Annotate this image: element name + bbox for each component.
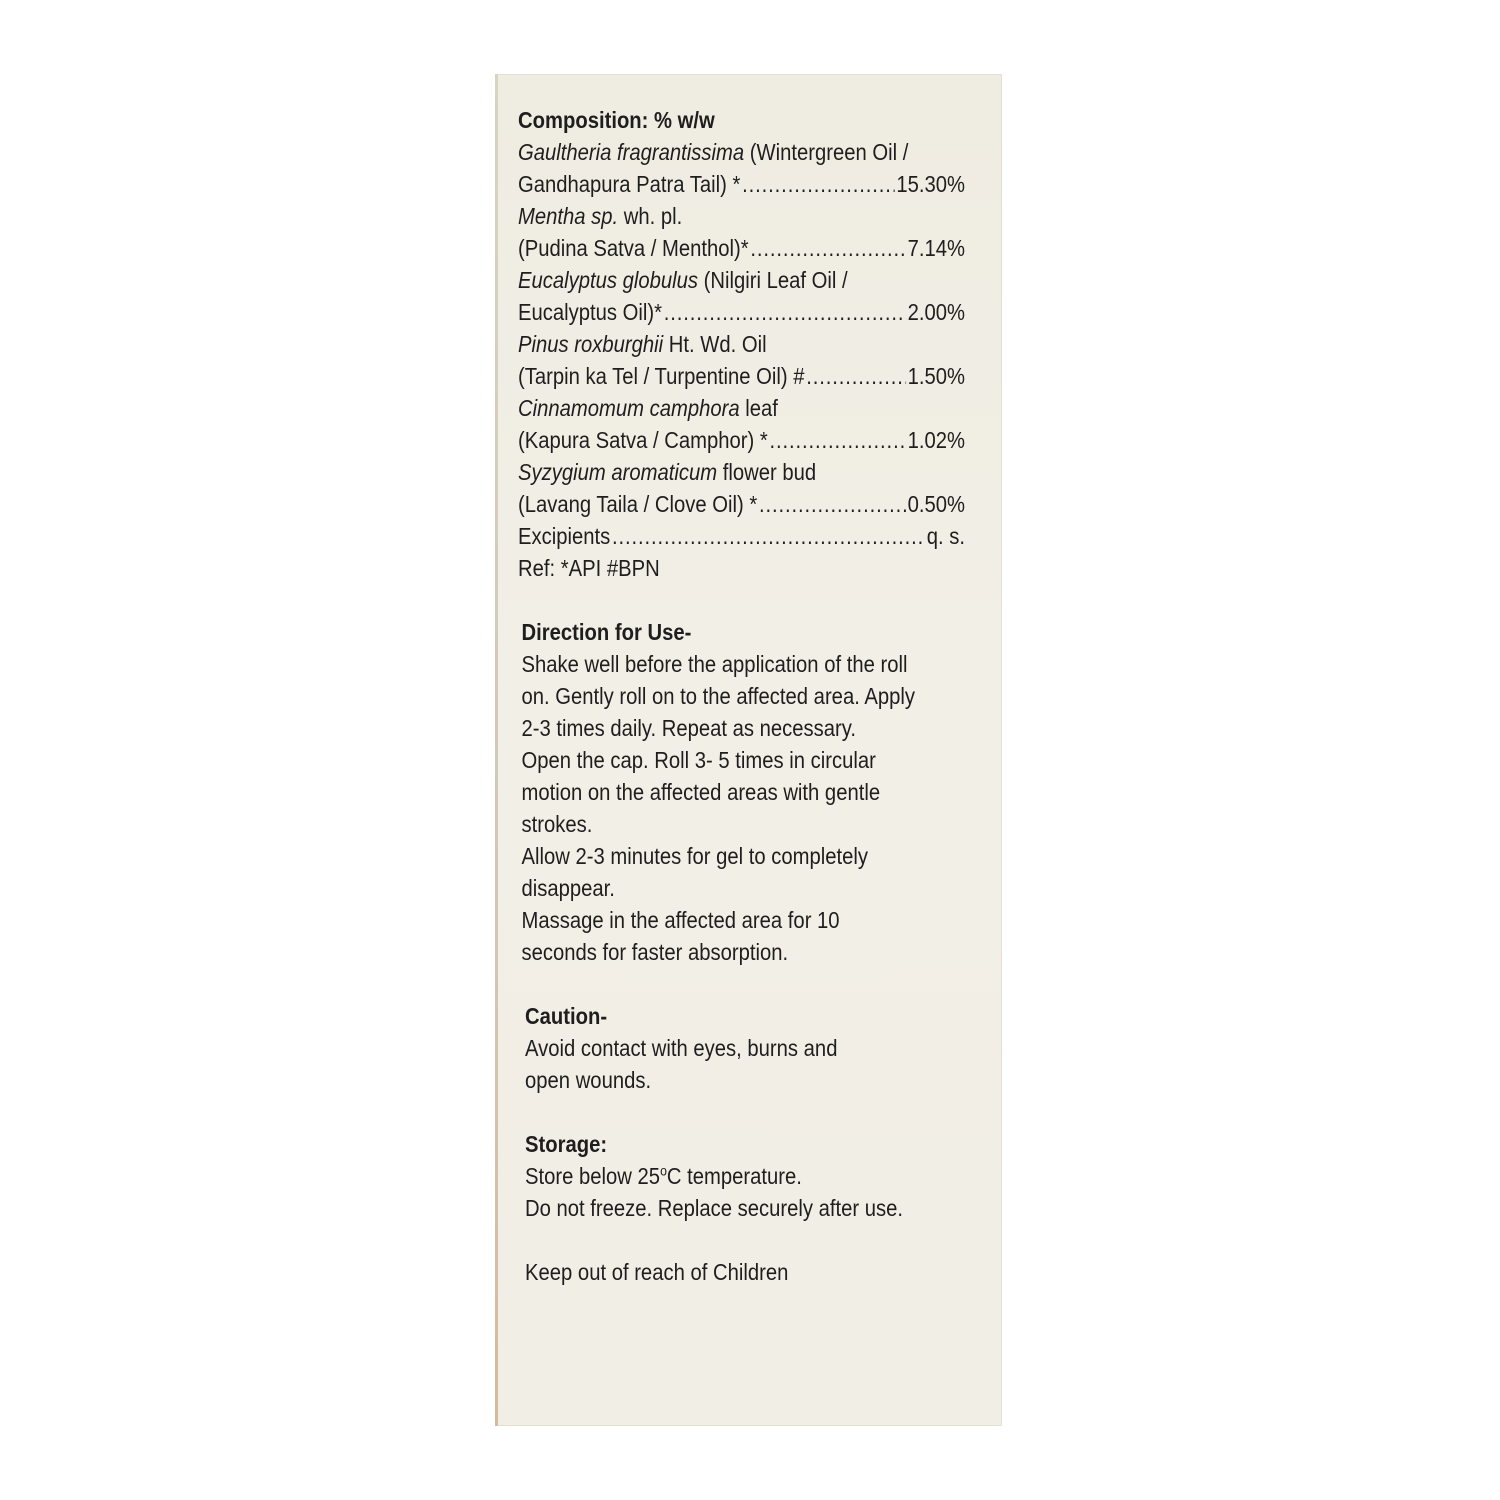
reference-note: Ref: *API #BPN — [518, 555, 660, 581]
composition-item — [518, 328, 966, 392]
dot-leader — [742, 168, 894, 200]
ingredient-botanical-name: Cinnamomum camphora — [518, 395, 740, 421]
composition-heading: Composition: % w/w — [518, 107, 715, 133]
directions-line: Massage in the affected area for 10 — [521, 907, 840, 933]
ingredient-percentage: 0.50% — [907, 491, 966, 517]
directions-line: disappear. — [521, 875, 615, 901]
storage-line-temperature: Store below 25$^o$C temperature. — [525, 1162, 802, 1189]
ingredient-botanical-name: Mentha sp. — [518, 203, 619, 229]
caution-heading: Caution- — [525, 1003, 608, 1029]
directions-line: Allow 2-3 minutes for gel to completely — [521, 843, 869, 869]
ingredient-percentage: 2.00% — [907, 299, 966, 325]
dot-leader — [759, 488, 906, 520]
caution-line: open wounds. — [525, 1067, 652, 1093]
excipients-value: q. s. — [926, 523, 966, 549]
directions-heading: Direction for Use- — [521, 619, 692, 645]
directions-line: Open the cap. Roll 3- 5 times in circular — [521, 747, 876, 773]
ingredient-botanical-name: Gaultheria fragrantissima — [518, 139, 745, 165]
directions-line: strokes. — [521, 811, 593, 837]
composition-item — [518, 392, 966, 456]
directions-line: on. Gently roll on to the affected area. Apply — [521, 683, 915, 709]
dot-leader — [770, 424, 906, 456]
storage-line-freeze: Do not freeze. Replace securely after use. — [525, 1195, 904, 1221]
composition-item — [518, 456, 966, 520]
ingredient-percentage: 1.50% — [907, 363, 966, 389]
excipients-label: Excipients — [518, 523, 611, 549]
composition-item — [518, 264, 966, 328]
ingredient-label: (Tarpin ka Tel / Turpentine Oil) # — [518, 363, 805, 389]
ingredient-common-name: (Wintergreen Oil / — [744, 139, 909, 165]
ingredient-botanical-name: Pinus roxburghii — [518, 331, 664, 357]
ingredient-percentage: 15.30% — [896, 171, 966, 197]
storage-heading: Storage: — [525, 1131, 608, 1157]
directions-line: 2-3 times daily. Repeat as necessary. — [521, 715, 857, 741]
ingredient-common-name: wh. pl. — [618, 203, 683, 229]
ingredient-percentage: 7.14% — [907, 235, 966, 261]
ingredient-label: (Pudina Satva / Menthol)* — [518, 235, 749, 261]
dot-leader — [664, 296, 906, 328]
storage-section — [525, 1128, 923, 1224]
directions-section — [522, 616, 923, 968]
ingredient-common-name: flower bud — [717, 459, 817, 485]
ingredient-percentage: 1.02% — [907, 427, 966, 453]
directions-line: Shake well before the application of the roll — [521, 651, 908, 677]
dot-leader — [612, 520, 925, 552]
dot-leader — [750, 232, 905, 264]
ingredient-botanical-name: Syzygium aromaticum — [518, 459, 718, 485]
ingredient-botanical-name: Eucalyptus globulus — [518, 267, 699, 293]
ingredient-label: Eucalyptus Oil)* — [518, 299, 662, 325]
composition-item — [518, 136, 966, 200]
directions-line: motion on the affected areas with gentle — [521, 779, 881, 805]
caution-line: Avoid contact with eyes, burns and — [525, 1035, 838, 1061]
caution-section — [525, 1000, 923, 1096]
ingredient-common-name: Ht. Wd. Oil — [663, 331, 767, 357]
composition-item — [518, 200, 966, 264]
carton-side-panel — [495, 74, 1002, 1426]
ingredient-label: (Lavang Taila / Clove Oil) * — [518, 491, 758, 517]
ingredient-label: (Kapura Satva / Camphor) * — [518, 427, 768, 453]
directions-line: seconds for faster absorption. — [521, 939, 789, 965]
excipients-row — [518, 520, 965, 552]
keep-out-of-reach-warning: Keep out of reach of Children — [525, 1259, 789, 1285]
dot-leader — [806, 360, 906, 392]
ingredient-label: Gandhapura Patra Tail) * — [518, 171, 741, 197]
label-text-block — [518, 104, 966, 1288]
ingredient-common-name: (Nilgiri Leaf Oil / — [698, 267, 848, 293]
degree-symbol: o — [660, 1162, 667, 1179]
ingredient-common-name: leaf — [739, 395, 778, 421]
